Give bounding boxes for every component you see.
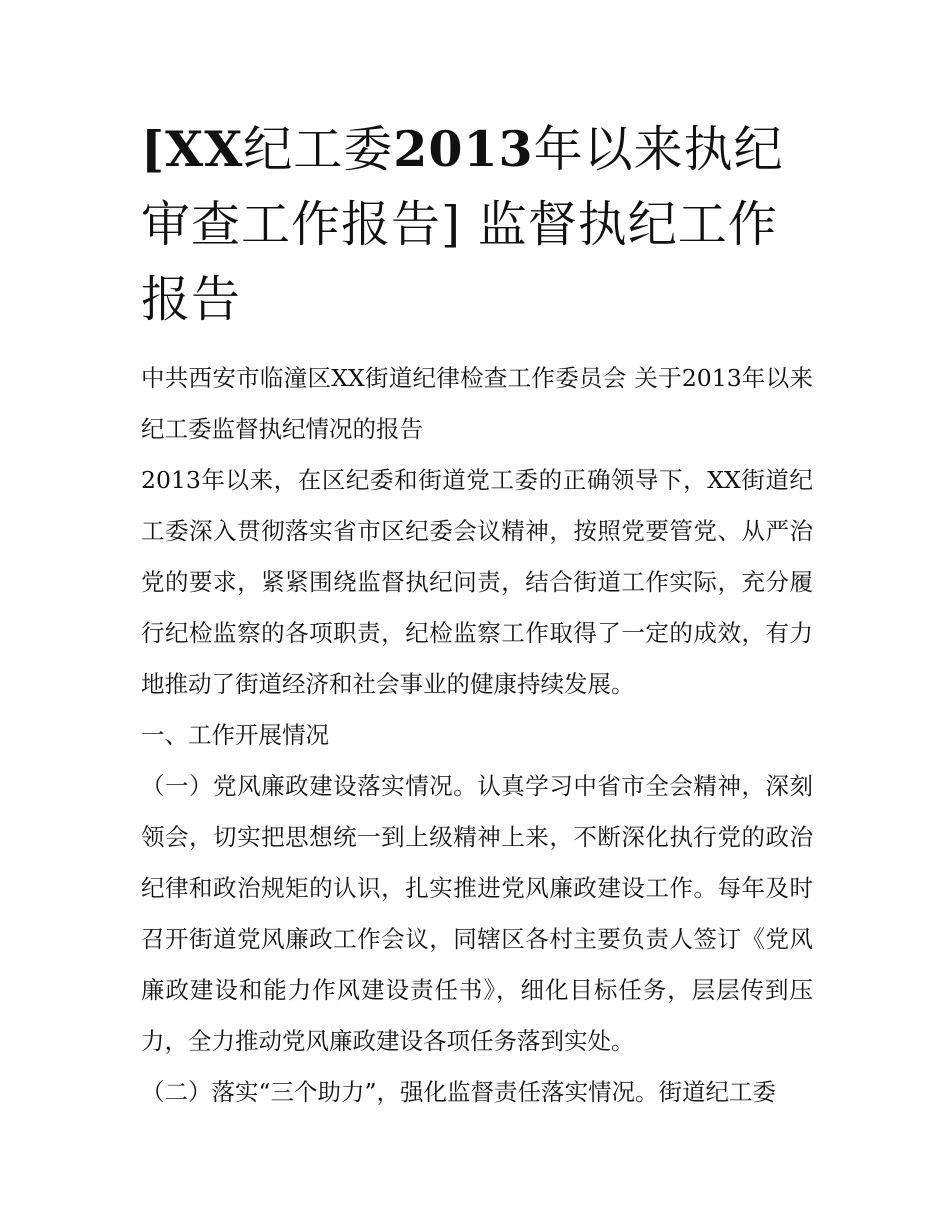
title-org: 纪工委 bbox=[243, 121, 394, 178]
document-content bbox=[141, 112, 813, 1118]
title-year: 2013 bbox=[393, 120, 534, 178]
document-title bbox=[141, 112, 813, 337]
section-heading-1: 一、工作开展情况 bbox=[141, 721, 329, 749]
paragraph-section-1-2: （二）落实“三个助力”，强化监督责任落实情况。街道纪工委 bbox=[141, 1078, 777, 1106]
title-rest: 年以来执纪审查工作报告] 监督执纪工作报告 bbox=[141, 121, 784, 328]
paragraph-heading-org: 中共西安市临潼区XX街道纪律检查工作委员会 关于2013年以来纪工委监督执纪情况的报告 bbox=[141, 364, 813, 443]
paragraph-section-1-1: （一）党风廉政建设落实情况。认真学习中省市全会精神，深刻领会，切实把思想统一到上级精神上来，不断深化执行党的政治纪律和政治规矩的认识，扎实推进党风廉政建设工作。每年及时召开街道党风廉政工作会议，同辖区各村主要负责人签订《党风廉政建设和能力作风建设责任书》，细化目标任务，层层传到压力，全力推动党风廉政建设各项任务落到实处。 bbox=[141, 772, 813, 1055]
title-prefix: [XX bbox=[141, 120, 244, 178]
paragraph-intro: 2013年以来，在区纪委和街道党工委的正确领导下，XX街道纪工委深入贯彻落实省市区纪委会议精神，按照党要管党、从严治党的要求，紧紧围绕监督执纪问责，结合街道工作实际，充分履行纪检监察的各项职责，纪检监察工作取得了一定的成效，有力地推动了街道经济和社会事业的健康持续发展。 bbox=[141, 466, 813, 698]
